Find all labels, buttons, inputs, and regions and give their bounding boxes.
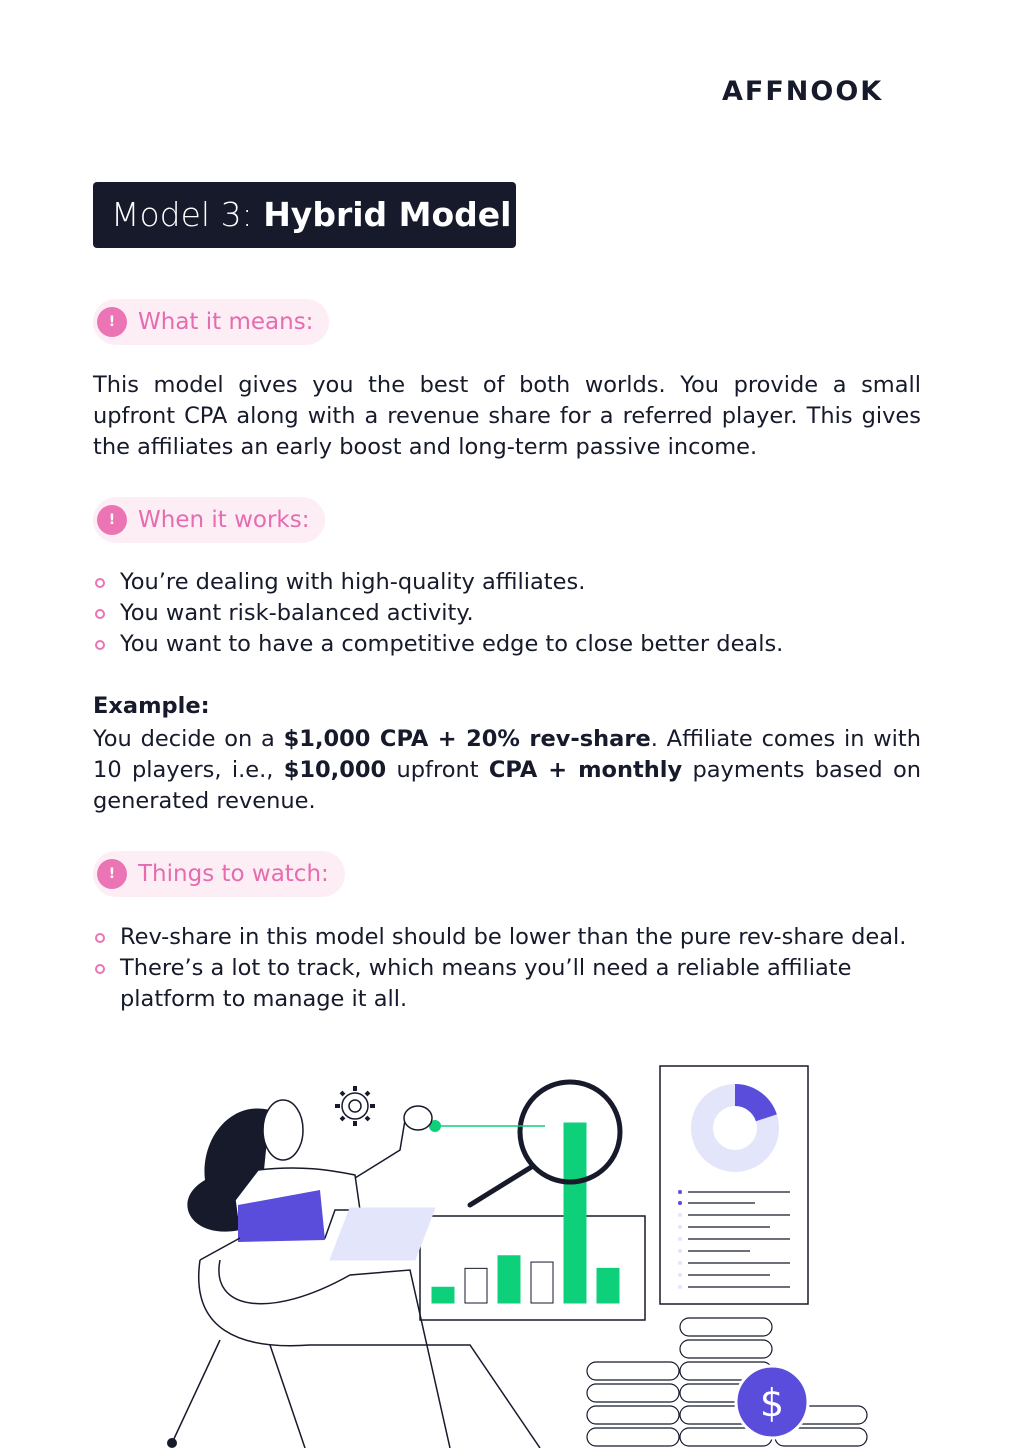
brand-logo: AFFNOOK <box>722 76 884 107</box>
list-item <box>93 922 953 953</box>
list-item-text: You want risk-balanced activity. <box>120 600 474 626</box>
means-paragraph: This model gives you the best of both worlds. You provide a small upfront CPA along with a revenue share for a referred player. This gives the affiliates an early boost and long-term passive income. <box>93 372 921 460</box>
watch-list <box>93 922 953 1015</box>
list-item-text: You’re dealing with high-quality affiliates. <box>120 569 586 595</box>
section-label-when-it-works <box>93 497 325 543</box>
bullet-icon <box>95 578 105 588</box>
list-item-text: Rev-share in this model should be lower than the pure rev-share deal. <box>120 924 907 950</box>
page-title <box>93 182 516 248</box>
section-label-text: What it means: <box>138 309 314 335</box>
bullet-icon <box>95 933 105 943</box>
analytics-illustration <box>150 1060 880 1448</box>
svg-text:$: $ <box>759 1381 785 1425</box>
title-prefix: Model 3: <box>111 195 264 234</box>
bullet-icon <box>95 964 105 974</box>
section-label-what-it-means <box>93 299 329 345</box>
example-text: upfront <box>386 757 489 783</box>
chart-bar <box>531 1262 553 1303</box>
magnifier-icon <box>470 1082 620 1205</box>
warning-icon: ! <box>97 859 127 889</box>
list-item-text: There’s a lot to track, which means you’ll need a reliable affiliate platform to manage it all. <box>120 955 852 1012</box>
example-text: payments based on generated revenue. <box>93 757 921 814</box>
chart-bar <box>564 1123 586 1303</box>
bullet-icon <box>95 640 105 650</box>
dollar-coin-icon <box>736 1366 808 1438</box>
report-document <box>660 1066 808 1304</box>
list-item <box>93 953 900 1015</box>
title-emphasis: Hybrid Model <box>263 195 512 234</box>
example-emphasis: CPA + monthly <box>488 757 683 783</box>
warning-icon: ! <box>97 505 127 535</box>
section-label-text: When it works: <box>138 507 310 533</box>
coin-stacks <box>587 1318 867 1446</box>
warning-icon: ! <box>97 307 127 337</box>
chart-bar <box>498 1256 520 1303</box>
example-emphasis: $10,000 <box>283 757 387 783</box>
example-paragraph <box>93 724 921 817</box>
works-list <box>93 567 953 660</box>
list-item <box>93 629 953 660</box>
bullet-icon <box>95 609 105 619</box>
list-item <box>93 598 953 629</box>
example-emphasis: $1,000 CPA + 20% rev-share <box>283 726 651 752</box>
list-item-text: You want to have a competitive edge to close better deals. <box>120 631 784 657</box>
example-text: You decide on a <box>93 726 284 752</box>
gear-icon <box>335 1086 375 1126</box>
chart-bar <box>465 1268 487 1303</box>
section-label-text: Things to watch: <box>138 861 329 887</box>
chart-bar <box>432 1287 454 1303</box>
chart-bar <box>597 1268 619 1303</box>
example-heading: Example: <box>93 693 210 719</box>
example-text: . Affiliate comes in with 10 players, i.e., <box>93 726 922 783</box>
section-label-things-to-watch <box>93 851 345 897</box>
list-item <box>93 567 953 598</box>
